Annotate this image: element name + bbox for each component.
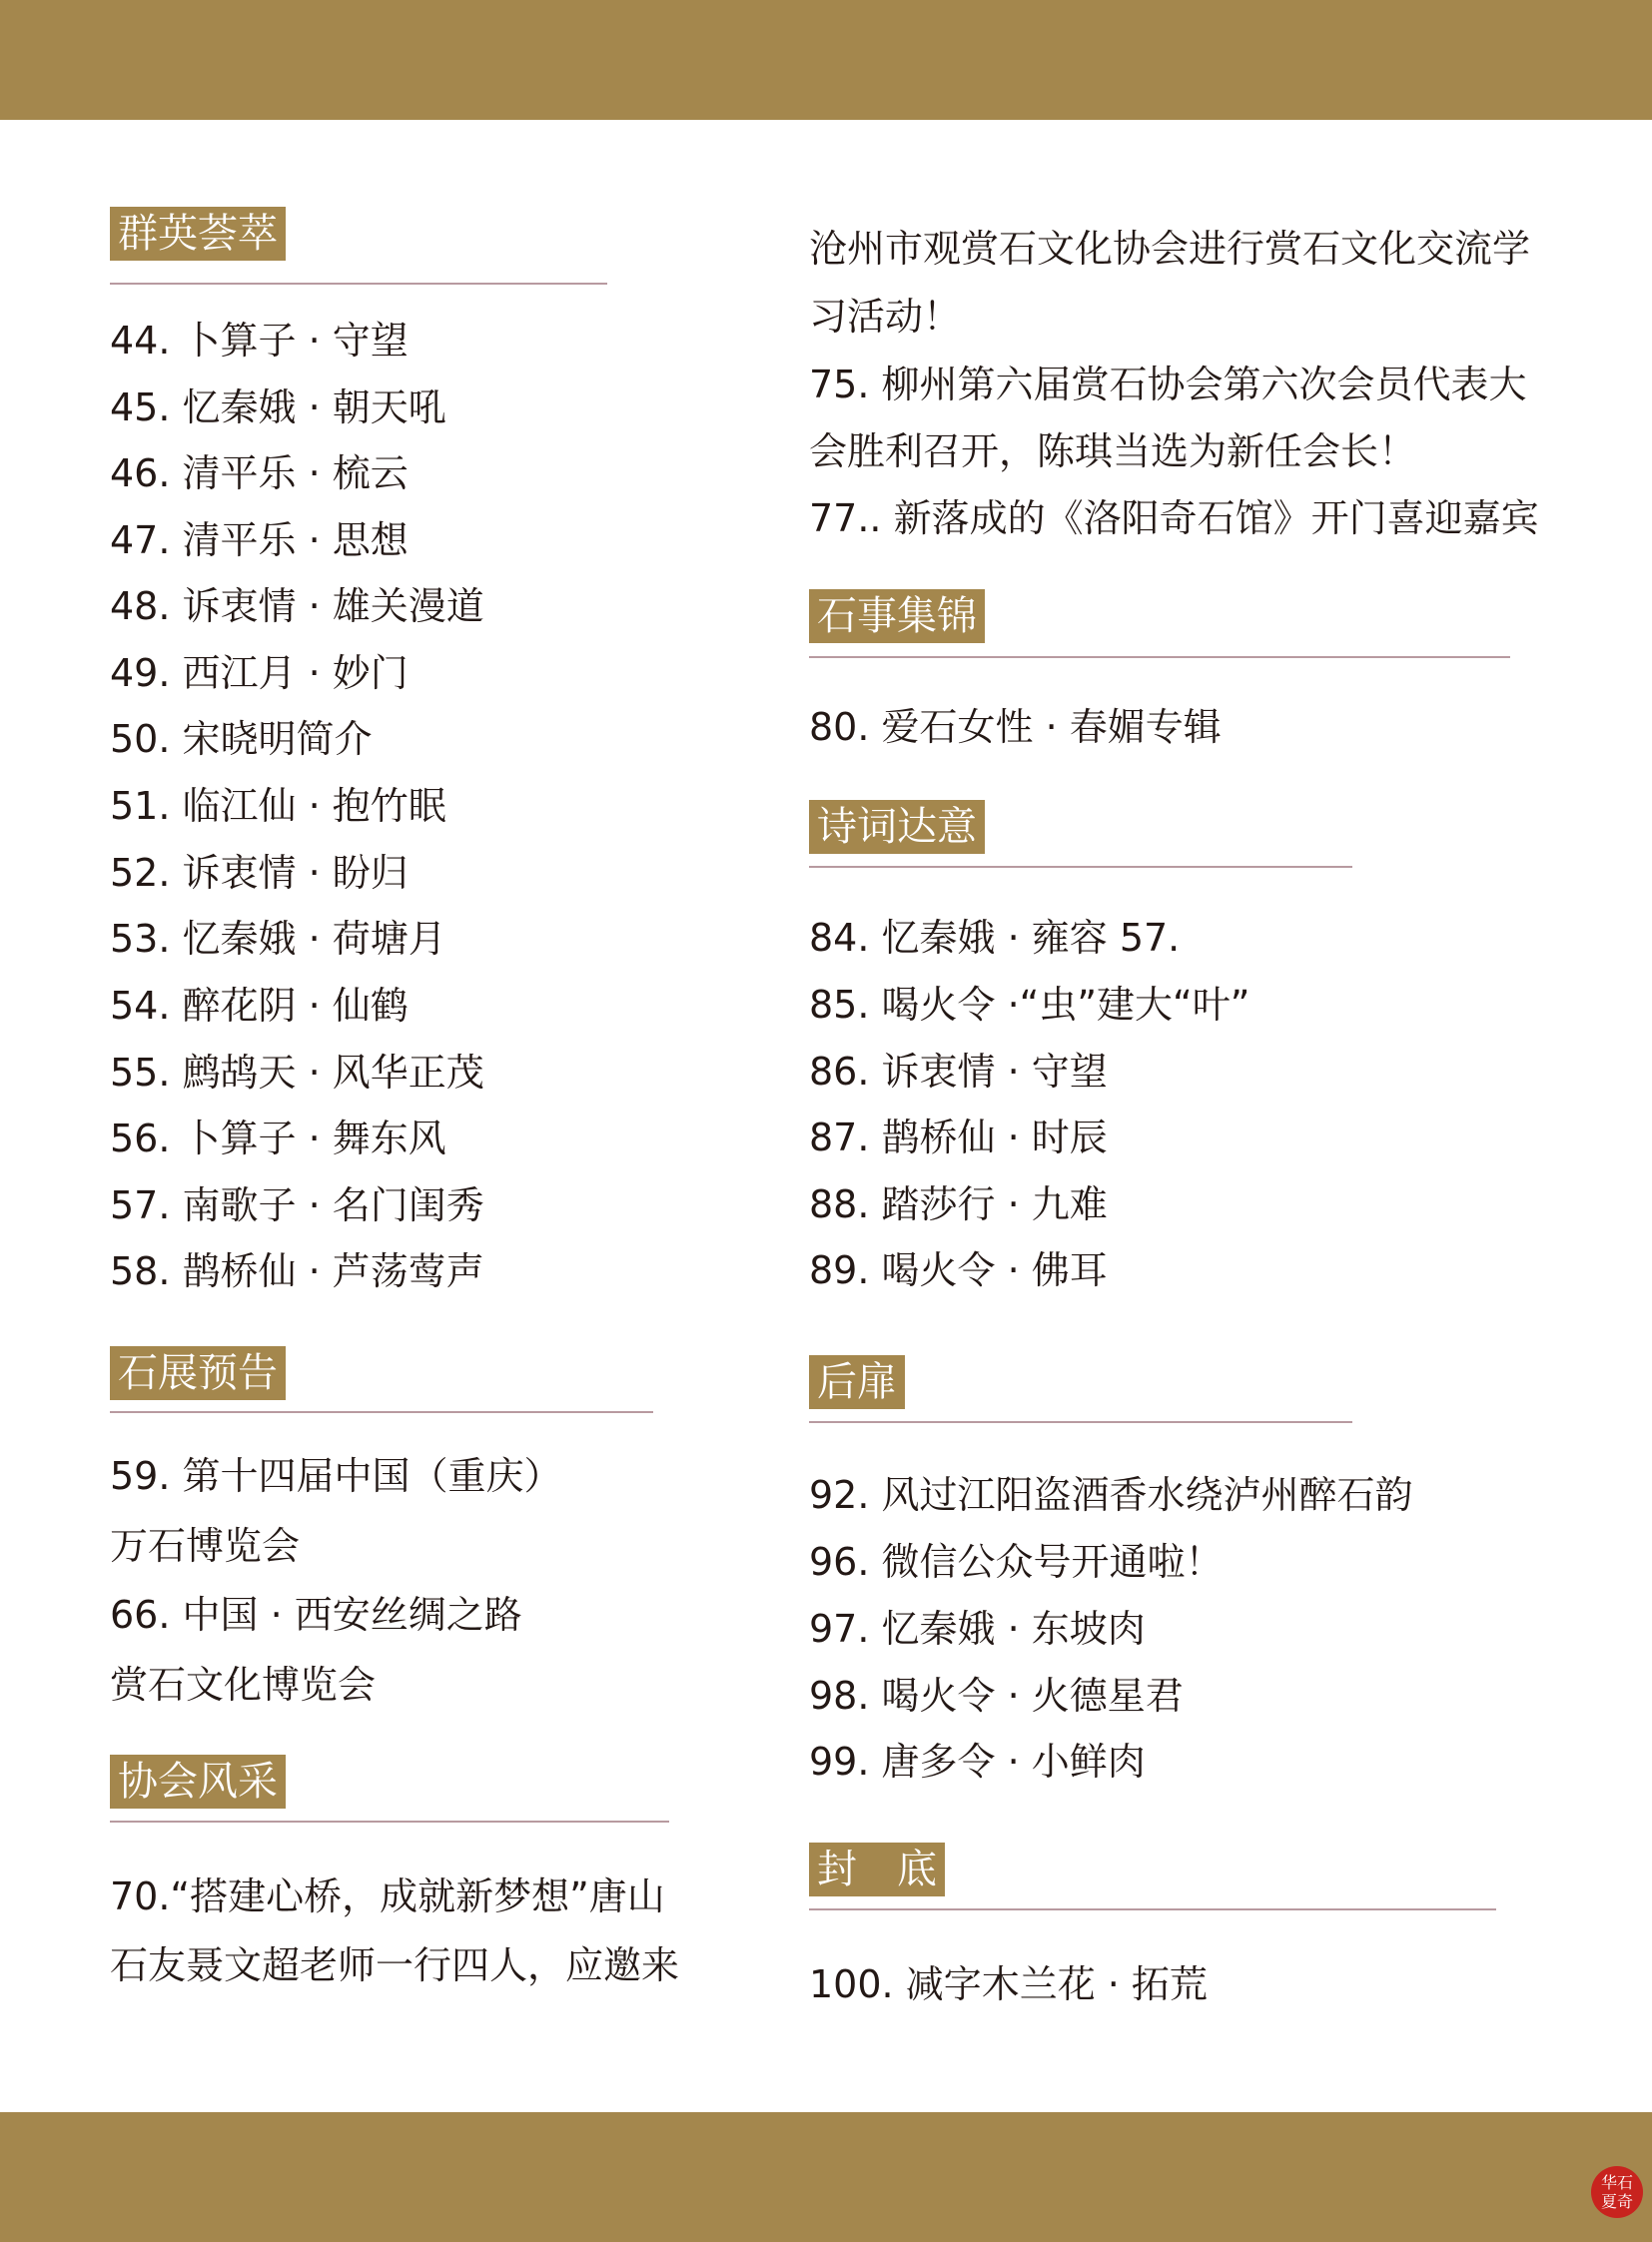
section-title: 诗词达意 bbox=[809, 800, 985, 854]
toc-entry: 70.“搭建心桥，成就新梦想”唐山 bbox=[110, 1874, 665, 1918]
toc-entry: 92. 风过江阳盗酒香水绕泸州醉石韵 bbox=[809, 1473, 1413, 1517]
toc-entry: 54. 醉花阴 · 仙鹤 bbox=[110, 984, 409, 1028]
section-qunying bbox=[110, 207, 286, 261]
toc-entry: 49. 西江月 · 妙门 bbox=[110, 651, 409, 695]
toc-entry: 46. 清平乐 · 梳云 bbox=[110, 451, 409, 495]
toc-entry: 87. 鹊桥仙 · 时辰 bbox=[809, 1116, 1108, 1159]
toc-entry: 98. 喝火令 · 火德星君 bbox=[809, 1674, 1184, 1718]
toc-entry: 88. 踏莎行 · 九难 bbox=[809, 1182, 1108, 1226]
section-title: 石事集锦 bbox=[809, 589, 985, 643]
section-shici bbox=[809, 800, 985, 854]
section-xiehui bbox=[110, 1755, 286, 1809]
toc-entry: 97. 忆秦娥 · 东坡肉 bbox=[809, 1607, 1146, 1651]
toc-entry: 47. 清平乐 · 思想 bbox=[110, 518, 409, 562]
toc-entry: 48. 诉衷情 · 雄关漫道 bbox=[110, 584, 484, 628]
section-rule bbox=[110, 1821, 669, 1823]
toc-entry: 75. 柳州第六届赏石协会第六次会员代表大 bbox=[809, 363, 1527, 406]
toc-entry: 55. 鹧鸪天 · 风华正茂 bbox=[110, 1051, 484, 1095]
svg-text:华石: 华石 bbox=[1600, 2173, 1634, 2192]
section-fengdi bbox=[809, 1843, 945, 1896]
top-band bbox=[0, 0, 1652, 120]
section-rule bbox=[110, 283, 607, 285]
toc-entry: 77.. 新落成的《洛阳奇石馆》开门喜迎嘉宾 bbox=[809, 496, 1539, 540]
toc-entry: 86. 诉衷情 · 守望 bbox=[809, 1050, 1108, 1094]
section-rule bbox=[809, 656, 1510, 658]
toc-entry: 57. 南歌子 · 名门闺秀 bbox=[110, 1183, 484, 1227]
toc-entry: 51. 临江仙 · 抱竹眠 bbox=[110, 784, 446, 828]
toc-entry: 44. 卜算子 · 守望 bbox=[110, 319, 409, 363]
toc-entry: 89. 喝火令 · 佛耳 bbox=[809, 1248, 1108, 1292]
toc-entry: 85. 喝火令 ·“虫”建大“叶” bbox=[809, 983, 1250, 1027]
toc-entry: 52. 诉衷情 · 盼归 bbox=[110, 851, 409, 895]
toc-entry: 58. 鹊桥仙 · 芦荡莺声 bbox=[110, 1249, 484, 1293]
svg-text:夏奇: 夏奇 bbox=[1600, 2192, 1634, 2211]
section-title: 封 底 bbox=[809, 1843, 945, 1896]
toc-entry: 万石博览会 bbox=[110, 1524, 301, 1568]
section-title: 群英荟萃 bbox=[110, 207, 286, 261]
toc-entry: 66. 中国 · 西安丝绸之路 bbox=[110, 1593, 522, 1637]
toc-entry: 59. 第十四届中国（重庆） bbox=[110, 1454, 562, 1498]
section-title: 协会风采 bbox=[110, 1755, 286, 1809]
toc-entry: 沧州市观赏石文化协会进行赏石文化交流学 bbox=[809, 227, 1531, 271]
section-shizhan bbox=[110, 1346, 286, 1400]
toc-entry: 会胜利召开，陈琪当选为新任会长！ bbox=[809, 429, 1417, 473]
toc-entry: 45. 忆秦娥 · 朝天吼 bbox=[110, 385, 446, 429]
seal-logo-icon bbox=[1588, 2152, 1646, 2232]
toc-entry: 石友聂文超老师一行四人，应邀来 bbox=[110, 1943, 680, 1987]
section-rule bbox=[809, 866, 1352, 868]
section-title: 石展预告 bbox=[110, 1346, 286, 1400]
toc-entry: 84. 忆秦娥 · 雍容 57. bbox=[809, 916, 1181, 960]
section-title: 后扉 bbox=[809, 1355, 905, 1409]
toc-entry: 赏石文化博览会 bbox=[110, 1663, 377, 1707]
bottom-band bbox=[0, 2112, 1652, 2242]
toc-entry: 56. 卜算子 · 舞东风 bbox=[110, 1117, 446, 1160]
toc-entry: 80. 爱石女性 · 春媚专辑 bbox=[809, 705, 1222, 749]
toc-entry: 99. 唐多令 · 小鲜肉 bbox=[809, 1740, 1146, 1784]
section-houfei bbox=[809, 1355, 905, 1409]
section-shishi bbox=[809, 589, 985, 643]
toc-entry: 100. 减字木兰花 · 拓荒 bbox=[809, 1962, 1208, 2006]
toc-entry: 习活动！ bbox=[809, 295, 962, 339]
section-rule bbox=[809, 1421, 1352, 1423]
toc-entry: 53. 忆秦娥 · 荷塘月 bbox=[110, 917, 446, 961]
toc-entry: 96. 微信公众号开通啦！ bbox=[809, 1540, 1224, 1584]
section-rule bbox=[809, 1908, 1496, 1910]
toc-entry: 50. 宋晓明简介 bbox=[110, 717, 373, 761]
section-rule bbox=[110, 1411, 653, 1413]
